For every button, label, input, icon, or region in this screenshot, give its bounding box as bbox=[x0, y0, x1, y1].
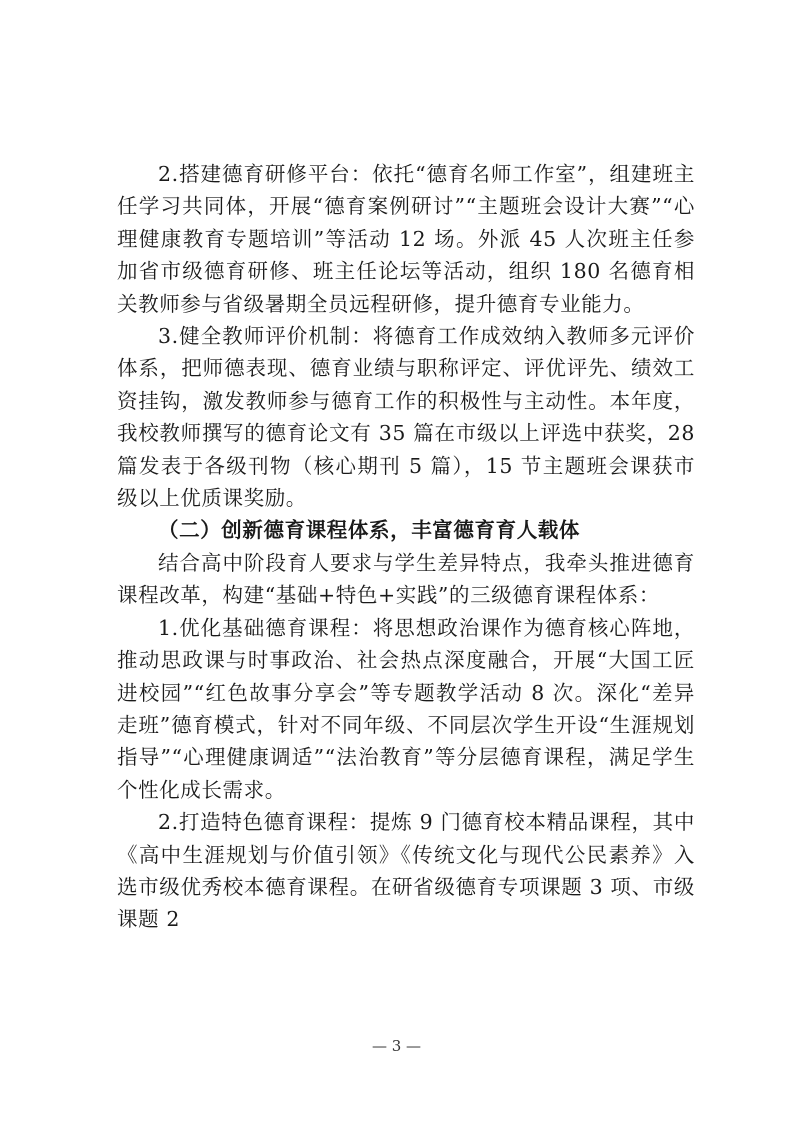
paragraph-teacher-evaluation: 3.健全教师评价机制：将德育工作成效纳入教师多元评价体系，把师德表现、德育业绩与职称评定、评优评先、绩效工资挂钩，激发教师参与德育工作的积极性与主动性。本年度，我校教师撰写的德育论文有 35 篇在市级以上评选中获奖，28 篇发表于各级刊物（核心期刊 5 篇），15 节主题班会课获市级以上优质课奖励。 bbox=[117, 324, 695, 511]
page-number: — 3 — bbox=[371, 1037, 422, 1055]
paragraph-curriculum-intro: 结合高中阶段育人要求与学生差异特点，我牵头推进德育课程改革，构建“基础+特色+实践”的三级德育课程体系： bbox=[117, 550, 695, 608]
paragraph-basic-courses: 1.优化基础德育课程：将思想政治课作为德育核心阵地，推动思政课与时事政治、社会热点深度融合，开展“大国工匠进校园”“红色故事分享会”等专题教学活动 8 次。深化“差异走班”德育模式，针对不同年级、不同层次学生开设“生涯规划指导”“心理健康调适”“法治教育”等分层德育课程，满足学生个性化成长需求。 bbox=[117, 615, 695, 802]
paragraph-featured-courses: 2.打造特色德育课程：提炼 9 门德育校本精品课程，其中《高中生涯规划与价值引领》《传统文化与现代公民素养》入选市级优秀校本德育课程。在研省级德育专项课题 3 项、市级课题 2 bbox=[117, 810, 695, 932]
section-heading-curriculum: （二）创新德育课程体系，丰富德育育人载体 bbox=[158, 518, 580, 543]
document-body bbox=[117, 158, 695, 936]
paragraph-teacher-training: 2.搭建德育研修平台：依托“德育名师工作室”，组建班主任学习共同体，开展“德育案例研讨”“主题班会设计大赛”“心理健康教育专题培训”等活动 12 场。外派 45 人次班主任参加省市级德育研修、班主任论坛等活动，组织 180 名德育相关教师参与省级暑期全员远程研修，提升德育专业能力。 bbox=[117, 162, 695, 316]
